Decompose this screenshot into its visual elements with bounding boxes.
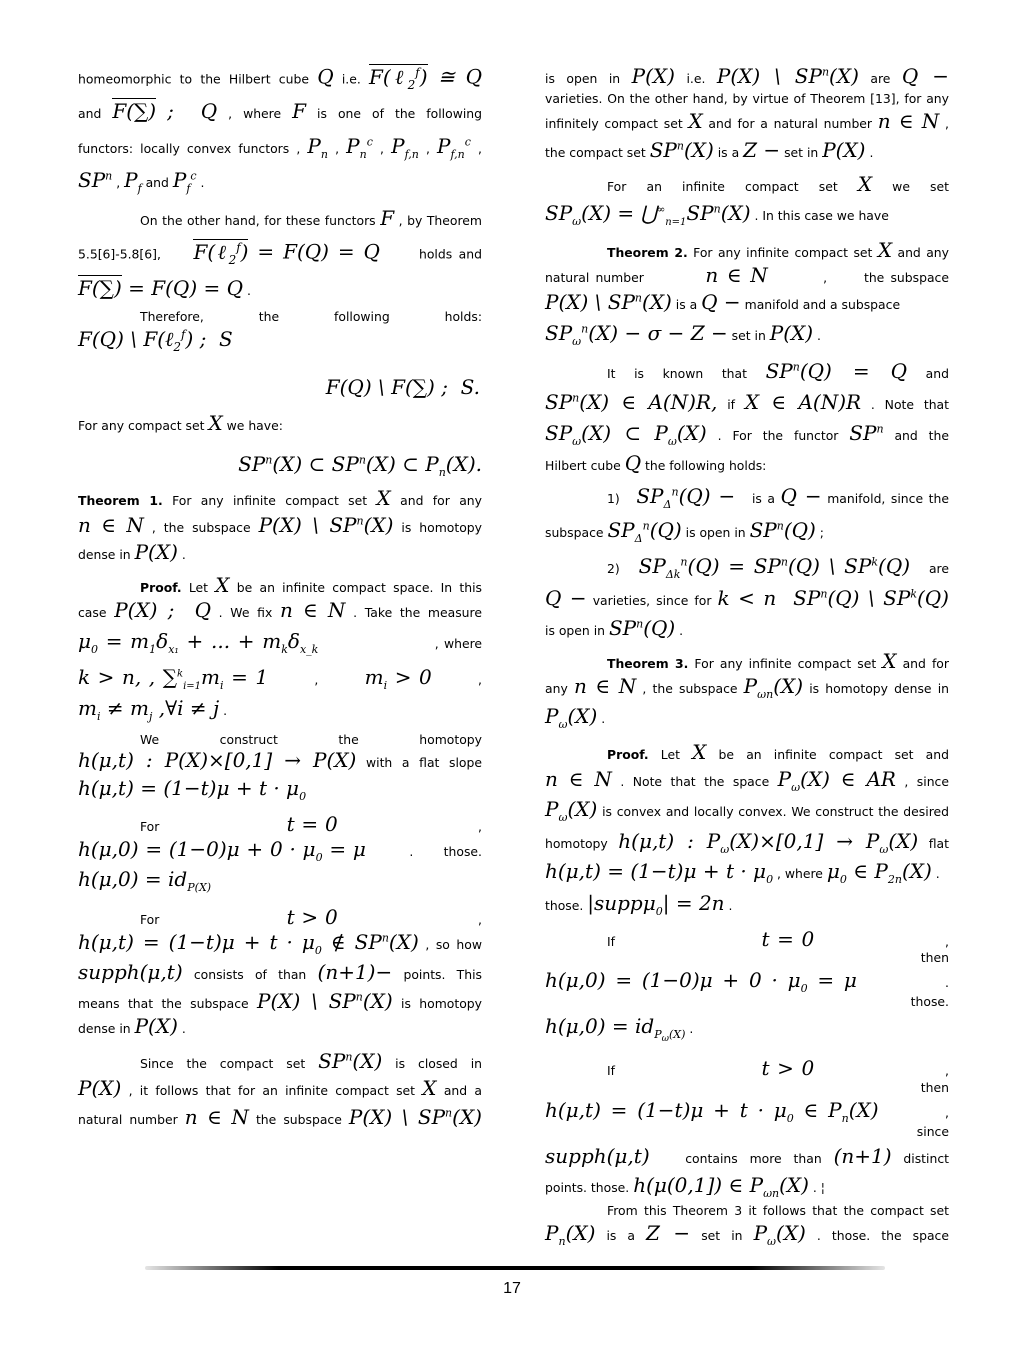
text-line: Proof. Let X be an infinite compact set and: [607, 739, 949, 764]
text-line: $h(\mu,t) = (1-t)\mu + t \cdot \mu_0$ ∈ $P_n(X)$ , since: [545, 1097, 949, 1139]
left-column: [78, 58, 482, 1129]
text-line: $SP^n(X)$ ∈ A(N)R, if X ∈ A(N)R . Note that: [545, 390, 950, 415]
text-line: infinitely compact set X and for a natural number n ∈ N ,: [545, 109, 950, 134]
text-line: 2) $SP_{\Delta k}^n(Q) = SP^n(Q)$ \ $SP^k(Q)$ are: [607, 554, 949, 582]
text-line: $P_\omega(X)$ .: [545, 703, 606, 731]
text-line: is open in $SP^n(Q)$ .: [545, 615, 684, 640]
text-line: For an infinite compact set X we set: [607, 171, 949, 196]
text-line: points. those. h(μ(0,1]) ∈ $P_{\omega n}(X)$ . ¦: [545, 1172, 825, 1200]
text-line: On the other hand, for these functors F , by Theorem: [140, 205, 482, 230]
text-line: $h(\mu,0) = (1-0)\mu + 0 \cdot \mu_0 = \mu$ . those.: [78, 836, 482, 864]
text-line: $h(\mu,0) = id_{P(X)}$: [78, 866, 212, 894]
text-line: From this Theorem 3 it follows that the compact set: [607, 1202, 949, 1218]
text-line: subspace $SP_\Delta^n(Q)$ is open in $SP^n(Q)$ ;: [545, 518, 824, 546]
text-line: Theorem 3. For any infinite compact set X and for: [607, 648, 949, 673]
text-line: P(X) , it follows that for an infinite compact set X and a: [78, 1076, 482, 1101]
text-line: natural number n ∈ N , the subspace: [545, 262, 949, 287]
text-line: those. |suppμ$_0$| = 2n .: [545, 890, 733, 918]
text-line: Theorem 2. For any infinite compact set X and any: [607, 237, 949, 262]
footer-rule: [145, 1266, 885, 1270]
text-line: F(∑) = F(Q) = Q .: [78, 275, 251, 300]
text-line: supph(μ,t) consists of than (n+1)− points. This: [78, 959, 482, 984]
text-line: Therefore, the following holds:: [140, 308, 482, 324]
text-line: Since the compact set $SP^n(X)$ is closed in: [140, 1049, 483, 1074]
text-line: Hilbert cube Q the following holds:: [545, 451, 767, 476]
text-line: $h(\mu,t) = (1-t)\mu + t \cdot \mu_0$ ∉ $SP^n(X)$ , so how: [78, 929, 483, 957]
text-line: k > n, , $\sum^k_{i=1}m_i = 1$ , $m_i > 0$ ,: [78, 665, 482, 693]
text-line: n ∈ N . Note that the space $P_\omega(X)$ ∈ AR , since: [545, 766, 949, 794]
text-line: F(Q) \ F(ℓ$_2^f$) ; S: [78, 327, 233, 355]
text-line: $P_n(X)$ is a Z − set in $P_\omega(X)$ . those. the space: [545, 1221, 949, 1249]
text-line: Theorem 1. For any infinite compact set X and for any: [78, 485, 482, 510]
text-line: 5.5[6]-5.8[6], F(ℓ$_2^f$) = F(Q) = Q holds and: [78, 239, 482, 267]
text-line: It is known that $SP^n(Q) = Q$ and: [607, 359, 949, 383]
text-line: case P(X) ; Q . We fix n ∈ N . Take the measure: [78, 598, 482, 623]
text-line: $h(\mu,t) = (1-t)\mu + t \cdot \mu_0$ , where $\mu_0$ ∈ $P_{2n}(X)$ .: [545, 858, 940, 886]
text-line: functors: locally convex functors , $P_n$ , $P_n^c$ , $P_{f,n}$ , $P_{f,n}^c$ ,: [78, 133, 482, 161]
text-line: If t > 0 , then: [545, 1056, 949, 1095]
text-line: If t = 0 , then: [545, 926, 949, 965]
text-line: homotopy h(μ,t) : $P_\omega(X)\times[0,1] \to P_\omega(X)$ flat: [545, 828, 949, 856]
text-line: varieties. On the other hand, by virtue of Theorem [13], for any: [545, 91, 949, 107]
text-line: $SP_\omega(X)$ = $⋃^\infty_{n=1}SP^n(X)$ . In this case we have: [545, 200, 889, 228]
text-line: n ∈ N , the subspace P(X) \ $SP^n(X)$ is homotopy: [78, 512, 482, 537]
text-line: $SP^n$ , $P_f$ and $P_f^c$ .: [78, 167, 205, 195]
text-line: 1) $SP_\Delta^n(Q)$ − is a Q − manifold, since the: [607, 484, 949, 512]
text-line: P(X) \ $SP^n(X)$ is a Q − manifold and a subspace: [545, 289, 901, 314]
text-line: $h(\mu,0) = id_{P_\omega(X)}$ .: [545, 1014, 694, 1045]
right-column: [545, 58, 949, 1247]
text-line: the compact set $SP^n(X)$ is a Z − set in P(X) .: [545, 138, 874, 163]
text-line: $\mu_0 = m_1\delta_{x_1}$ + ... + $m_k\delta_{x\_k}$ , where: [78, 629, 483, 657]
text-line: dense in P(X) .: [78, 539, 186, 564]
text-line: F(Q) \ F(∑) ; S.: [325, 375, 480, 400]
text-line: any n ∈ N , the subspace $P_{\omega n}(X)$ is homotopy dense in: [545, 673, 949, 701]
text-line: supph(μ,t) contains more than (n+1) distinct: [545, 1143, 949, 1168]
text-line: For any compact set X we have:: [78, 410, 283, 435]
text-line: $h(\mu,t) = (1-t)\mu + t \cdot \mu_0$: [78, 775, 307, 803]
text-line: $P_\omega(X)$ is convex and locally convex. We construct the desired: [545, 796, 949, 824]
text-line: and F(∑) ; Q , where F is one of the following: [78, 98, 483, 123]
text-line: means that the subspace P(X) \ $SP^n(X)$ is homotopy: [78, 988, 483, 1013]
text-line: $SP^n(X)$ ⊂ $SP^n(X)$ ⊂ $P_n(X)$.: [238, 451, 482, 479]
text-line: is open in P(X) i.e. P(X) \ $SP^n(X)$ are Q −: [545, 64, 949, 88]
text-line: homeomorphic to the Hilbert cube Q i.e. F(ℓ$_2^f$) ≅ Q: [78, 64, 482, 92]
page-number: 17: [503, 1280, 521, 1297]
text-line: $SP_\omega(X)$ ⊂ $P_\omega(X)$ . For the functor $SP^n$ and the: [545, 421, 950, 449]
text-line: natural number n ∈ N the subspace P(X) \ $SP^n(X)$: [78, 1105, 482, 1130]
text-line: Proof. Let X be an infinite compact space. In this: [140, 573, 482, 598]
text-line: $m_i \ne m_j$ ,∀i ≠ j .: [78, 696, 228, 724]
text-line: For t > 0 ,: [140, 904, 482, 929]
text-line: For t = 0 ,: [140, 811, 482, 836]
text-line: h(μ,t) : P(X)×[0,1] → P(X) with a flat slope: [78, 748, 482, 773]
text-line: Q − varieties, since for k < n $SP^n(Q)$ \ $SP^k(Q)$: [545, 586, 949, 611]
text-line: $h(\mu,0) = (1-0)\mu + 0 \cdot \mu_0 = \mu$ . those.: [545, 968, 949, 1010]
text-line: $SP_\omega^n(X) - \sigma - Z$ − set in P(X) .: [545, 321, 821, 348]
text-line: We construct the homotopy: [140, 732, 482, 748]
text-line: dense in P(X) .: [78, 1014, 186, 1039]
